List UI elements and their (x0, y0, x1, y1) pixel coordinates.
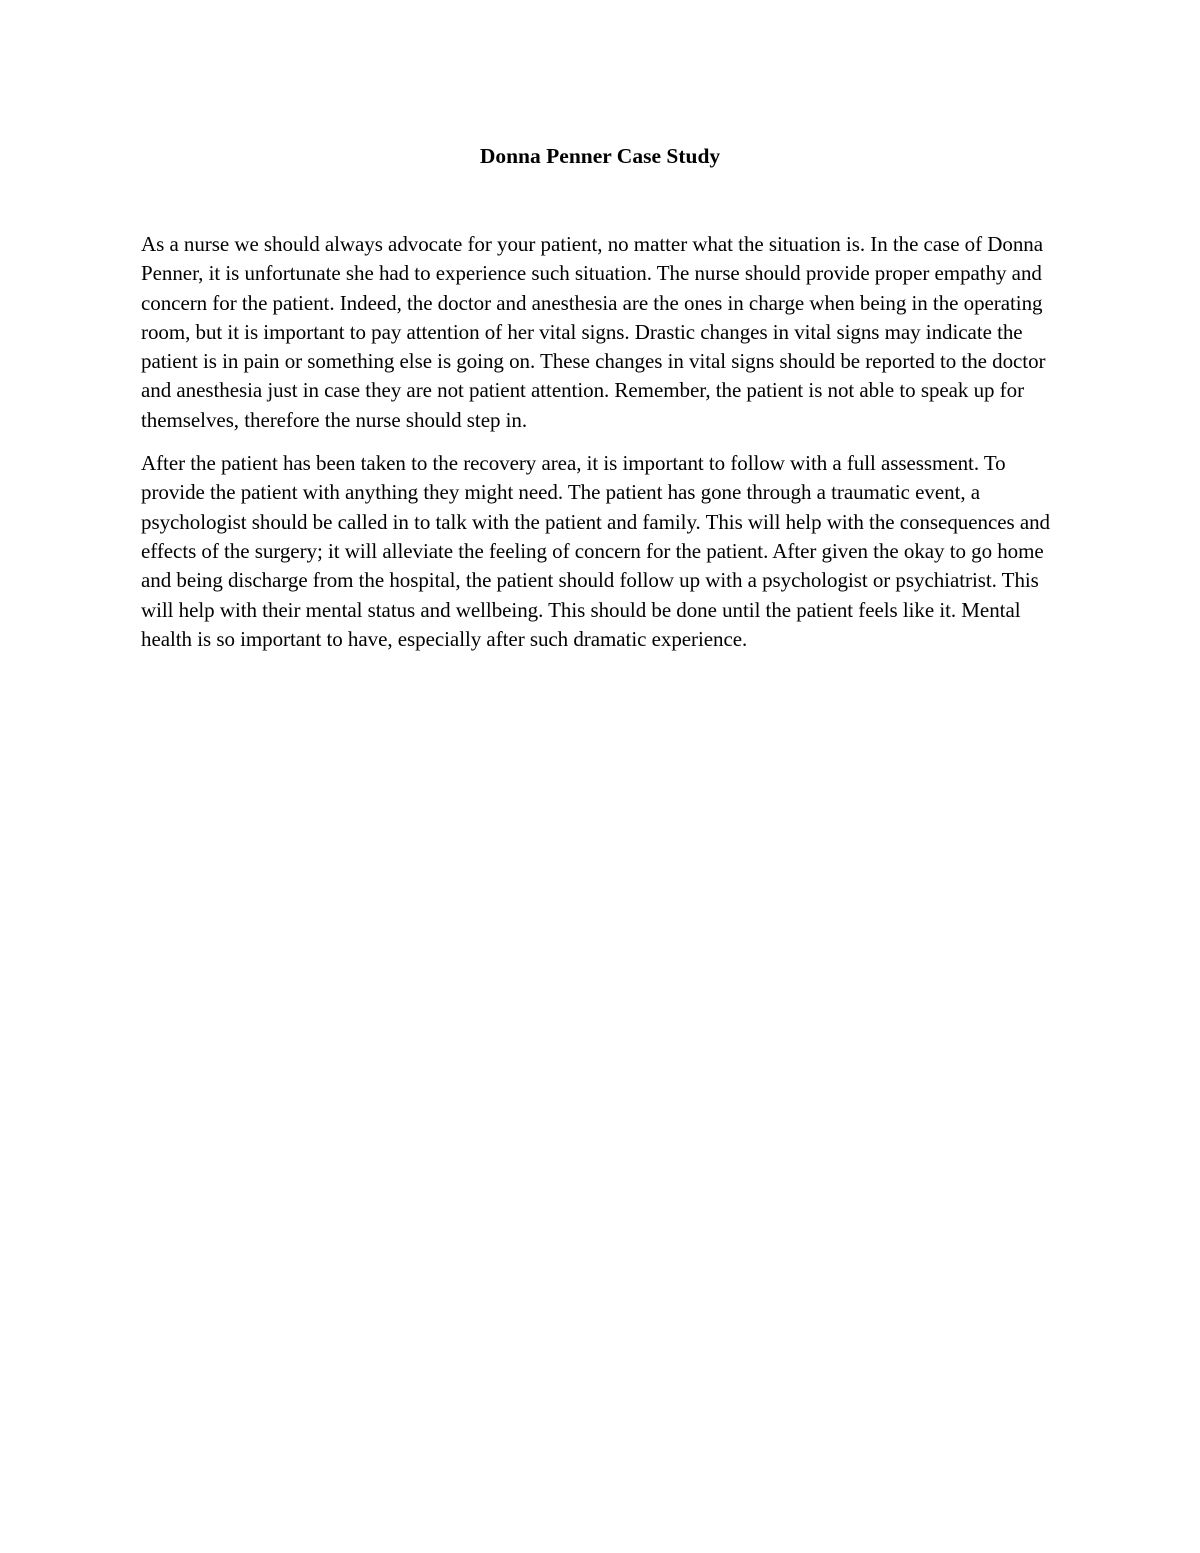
document-body (141, 230, 1056, 668)
paragraph-2: After the patient has been taken to the recovery area, it is important to follow with a full assessment. To provide the patient with anything they might need. The patient has gone through a traumatic event, a psychologist should be called in to talk with the patient and family. This will help with the consequences and effects of the surgery; it will alleviate the feeling of concern for the patient. After given the okay to go home and being discharge from the hospital, the patient should follow up with a psychologist or psychiatrist. This will help with their mental status and wellbeing. This should be done until the patient feels like it. Mental health is so important to have, especially after such dramatic experience. (141, 451, 1050, 651)
document-title: Donna Penner Case Study (479, 144, 721, 168)
paragraph-1: As a nurse we should always advocate for your patient, no matter what the situation is. In the case of Donna Penner, it is unfortunate she had to experience such situation. The nurse should provide proper empathy and concern for the patient. Indeed, the doctor and anesthesia are the ones in charge when being in the operating room, but it is important to pay attention of her vital signs. Drastic changes in vital signs may indicate the patient is in pain or something else is going on. These changes in vital signs should be reported to the doctor and anesthesia just in case they are not patient attention. Remember, the patient is not able to speak up for themselves, therefore the nurse should step in. (141, 232, 1046, 432)
